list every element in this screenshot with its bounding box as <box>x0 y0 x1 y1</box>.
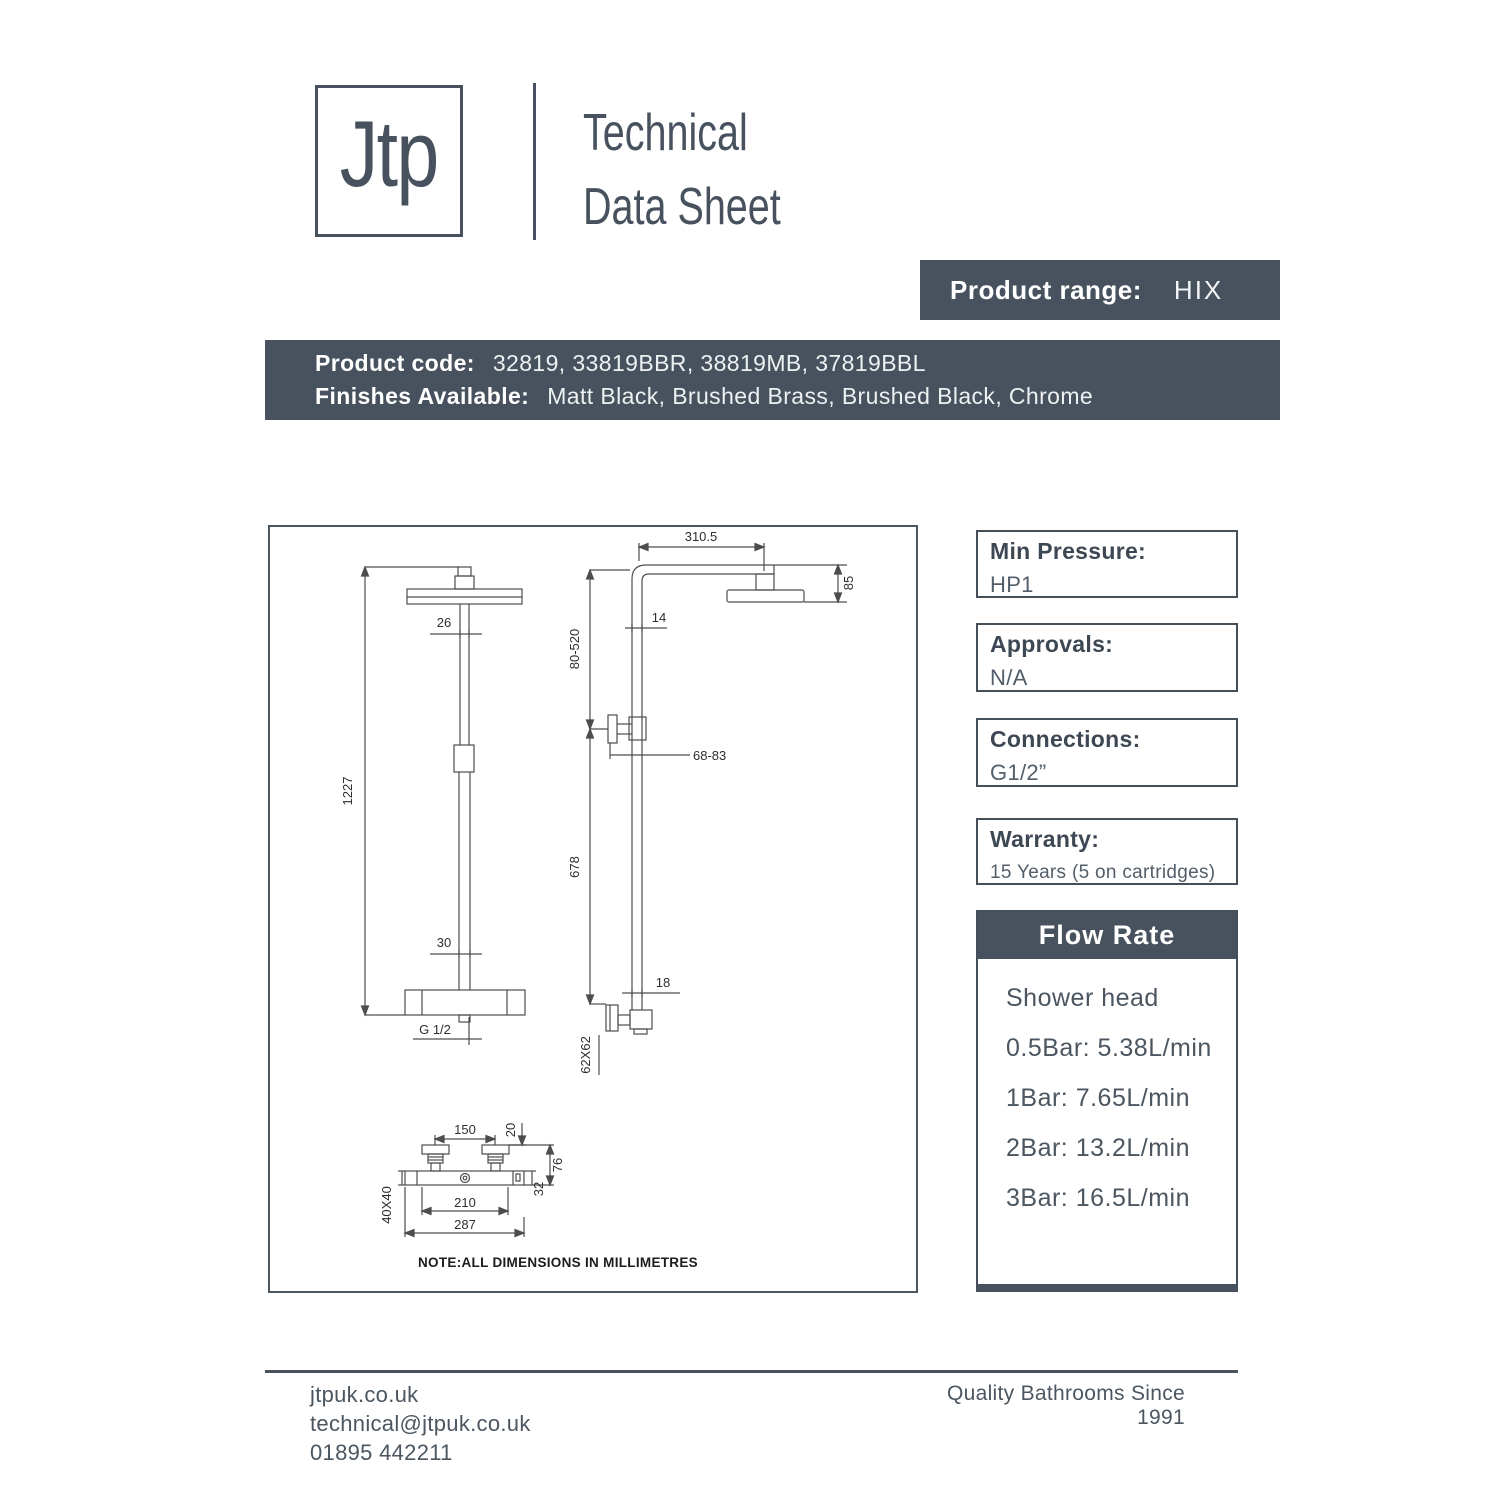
spec-value: 15 Years (5 on cartridges) <box>990 862 1216 883</box>
product-code-row <box>315 350 1280 377</box>
dim-bracket-range: 68-83 <box>693 748 727 763</box>
dim-inlet-spacing: 210 <box>454 1195 476 1210</box>
dim-overall-height: 1227 <box>340 776 355 806</box>
dim-valve-total-height: 76 <box>550 1157 565 1173</box>
finishes-value: Matt Black, Brushed Brass, Brushed Black, Chrome <box>547 383 1094 409</box>
flow-rate-box <box>976 910 1238 1292</box>
spec-box-connections <box>976 718 1238 787</box>
dim-body-height: 32 <box>531 1181 546 1197</box>
finishes-label: Finishes Available: <box>315 383 530 409</box>
flow-rate-title: Flow Rate <box>1038 920 1176 950</box>
footer-divider <box>265 1370 1238 1373</box>
footer-website: jtpuk.co.uk <box>310 1382 419 1407</box>
spec-label: Min Pressure: <box>990 538 1147 564</box>
dim-inlet: G 1/2 <box>419 1022 451 1037</box>
footer-email: technical@jtpuk.co.uk <box>310 1411 531 1436</box>
spec-label: Connections: <box>990 726 1141 752</box>
dim-elbow-plate: 62X62 <box>578 1036 593 1074</box>
valve-detail-view <box>405 1145 524 1185</box>
flow-rate-row: 3Bar: 16.5L/min <box>1006 1184 1190 1212</box>
spec-box-min-pressure <box>976 530 1238 598</box>
dim-head-drop: 85 <box>841 575 856 591</box>
product-code-label: Product code: <box>315 350 475 376</box>
side-view <box>606 565 804 1034</box>
technical-drawing <box>268 525 918 1293</box>
jtp-logo-text: Jtp <box>340 101 438 206</box>
finishes-row <box>315 383 1280 410</box>
header-divider <box>533 83 536 240</box>
dim-lower-width: 18 <box>655 975 671 990</box>
product-info-bar <box>265 340 1280 420</box>
dim-valve-width: 287 <box>454 1217 476 1232</box>
jtp-logo <box>315 85 463 237</box>
dim-head-pipe: 26 <box>436 615 452 630</box>
dim-lower-pipe: 30 <box>436 935 452 950</box>
dim-arm-length: 310.5 <box>684 529 718 544</box>
side-view-dimensions <box>587 543 848 1075</box>
spec-box-warranty <box>976 818 1238 885</box>
flow-rate-subtitle: Shower head <box>1006 984 1159 1012</box>
product-code-value: 32819, 33819BBR, 38819MB, 37819BBL <box>492 350 926 376</box>
spec-value: G1/2” <box>990 760 1047 785</box>
dim-upper-range: 80-520 <box>567 628 582 670</box>
valve-dimensions <box>398 1123 554 1237</box>
document-title-line2: Data Sheet <box>583 178 781 236</box>
front-view-dimensions <box>362 567 483 1045</box>
product-range-value: HIX <box>1173 274 1224 305</box>
dim-handle-cap: 20 <box>503 1122 518 1138</box>
spec-value: N/A <box>990 665 1028 690</box>
product-range-label: Product range: <box>950 274 1142 305</box>
footer-tagline: Quality Bathrooms Since 1991 <box>946 1382 1185 1429</box>
dim-handle-spacing: 150 <box>454 1122 476 1137</box>
flow-rate-row: 0.5Bar: 5.38L/min <box>1006 1034 1212 1062</box>
flow-rate-header <box>978 912 1236 959</box>
dim-body-section: 40X40 <box>379 1186 394 1224</box>
flow-rate-row: 1Bar: 7.65L/min <box>1006 1084 1190 1112</box>
spec-box-approvals <box>976 623 1238 692</box>
spec-label: Warranty: <box>990 826 1100 852</box>
spec-label: Approvals: <box>990 631 1114 657</box>
flow-rate-row: 2Bar: 13.2L/min <box>1006 1134 1190 1162</box>
shower-system-drawing <box>270 527 916 1291</box>
dim-lower-length: 678 <box>567 856 582 878</box>
spec-value: HP1 <box>990 572 1034 597</box>
product-range-bar <box>920 260 1280 320</box>
dimension-labels <box>340 529 856 1270</box>
dim-riser-width: 14 <box>651 610 667 625</box>
drawing-note: NOTE:ALL DIMENSIONS IN MILLIMETRES <box>418 1255 698 1270</box>
flow-rate-body <box>978 959 1236 1223</box>
footer-phone: 01895 442211 <box>310 1440 453 1465</box>
document-title <box>583 96 843 244</box>
footer-contact <box>310 1380 531 1467</box>
document-title-line1: Technical <box>583 104 748 162</box>
